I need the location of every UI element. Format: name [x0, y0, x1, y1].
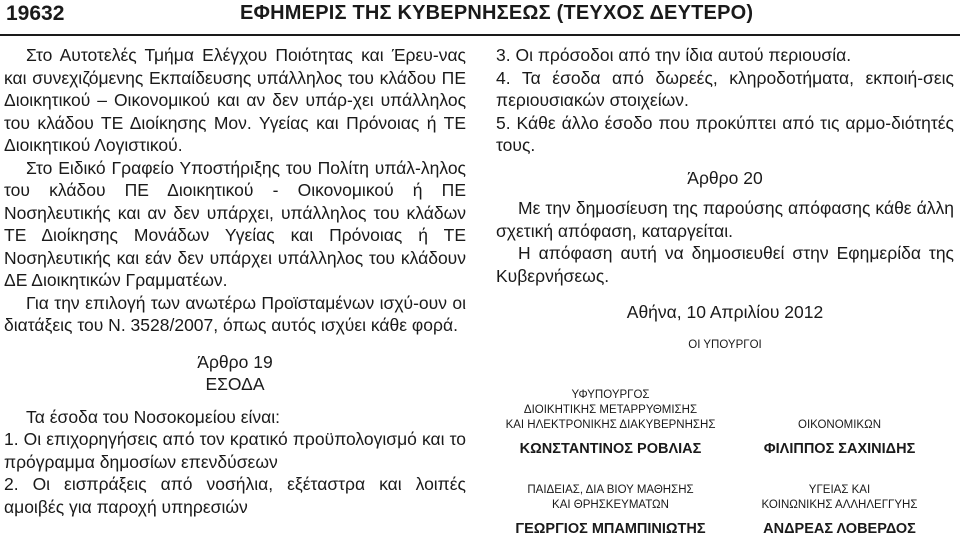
deputy-title-line2: ΔΙΟΙΚΗΤΙΚΗΣ ΜΕΤΑΡΡΥΘΜΙΣΗΣ	[523, 404, 698, 416]
signature-deputy-minister	[496, 388, 725, 459]
left-column	[4, 44, 466, 518]
signature-row-2	[496, 483, 954, 539]
signature-row-1	[496, 388, 954, 459]
revenue-item-4: 4. Τα έσοδα από δωρεές, κληροδοτήματα, εκποιή-σεις περιουσιακών στοιχείων.	[496, 67, 954, 110]
ministers-heading: ΟΙ ΥΠΟΥΡΓΟΙ	[688, 338, 762, 351]
revenue-item-5: 5. Κάθε άλλο έσοδο που προκύπτει από τις αρμο-διότητές τους.	[496, 112, 954, 155]
right-column	[496, 44, 954, 353]
health-title-line2: ΚΟΙΝΩΝΙΚΗΣ ΑΛΛΗΛΕΓΓΥΗΣ	[761, 499, 918, 511]
page-header	[0, 0, 960, 34]
education-title-line1: ΠΑΙΔΕΙΑΣ, ΔΙΑ ΒΙΟΥ ΜΑΘΗΣΗΣ	[527, 484, 694, 496]
signature-finance-minister	[725, 388, 954, 459]
finance-title: ΟΙΚΟΝΟΜΙΚΩΝ	[798, 419, 881, 431]
signature-education-minister	[496, 483, 725, 539]
signature-health-minister	[725, 483, 954, 539]
revenue-intro: Τα έσοδα του Νοσοκομείου είναι:	[26, 406, 281, 427]
revenue-item-2: 2. Οι εισπράξεις από νοσήλια, εξέταστρα και λοιπές αμοιβές για παροχή υπηρεσιών	[4, 474, 466, 517]
health-title-line1: ΥΓΕΙΑΣ ΚΑΙ	[808, 484, 871, 496]
finance-minister-name: ΦΙΛΙΠΠΟΣ ΣΑΧΙΝΙΔΗΣ	[763, 441, 916, 457]
education-minister-name: ΓΕΩΡΓΙΟΣ ΜΠΑΜΠΙΝΙΩΤΗΣ	[515, 521, 706, 537]
deputy-minister-name: ΚΩΝΣΤΑΝΤΙΝΟΣ ΡΟΒΛΙΑΣ	[519, 441, 702, 457]
gazette-title: ΕΦΗΜΕΡΙΣ ΤΗΣ ΚΥΒΕΡΝΗΣΕΩΣ (ΤΕΥΧΟΣ ΔΕΥΤΕΡΟ)	[240, 2, 754, 24]
paragraph-publication: Η απόφαση αυτή να δημοσιευθεί στην Εφημερίδα της Κυβερνήσεως.	[496, 243, 954, 286]
paragraph-repeal: Με την δημοσίευση της παρούσης απόφασης κάθε άλλη σχετική απόφαση, καταργείται.	[496, 198, 954, 241]
signing-date: Αθήνα, 10 Απριλίου 2012	[626, 302, 824, 322]
paragraph-citizen-support: Στο Ειδικό Γραφείο Υποστήριξης του Πολίτη υπάλ-ληλος του κλάδου ΠΕ Διοικητικού - Οικονομικού ή ΠΕ Νοσηλευτικής και αν δεν υπάρχει, υπάλληλος του κλάδων ΤΕ Διοίκησης Μονάδων Υγείας και Πρόνοιας ή ΤΕ Νοσηλευτικής και εάν δεν υπάρχει υπάλληλος του κλάδουν ΔΕ Διοικητικών Γραμματέων.	[4, 157, 466, 290]
deputy-title-line1: ΥΦΥΠΟΥΡΓΟΣ	[571, 389, 650, 401]
header-rule	[0, 34, 960, 36]
revenue-item-3: 3. Οι πρόσοδοι από την ίδια αυτού περιουσία.	[496, 45, 852, 65]
article-20-heading: Άρθρο 20	[687, 167, 763, 188]
article-19-title: ΕΣΟΔΑ	[205, 374, 265, 394]
health-minister-name: ΑΝΔΡΕΑΣ ΛΟΒΕΡΔΟΣ	[763, 521, 916, 537]
article-19-heading: Άρθρο 19	[197, 351, 273, 372]
revenue-item-1: 1. Οι επιχορηγήσεις από τον κρατικό προϋπολογισμό και το πρόγραμμα δημοσίων επενδύσεων	[4, 429, 466, 472]
page-number: 19632	[6, 2, 65, 25]
paragraph-quality-control: Στο Αυτοτελές Τμήμα Ελέγχου Ποιότητας και Έρευ-νας και συνεχιζόμενης Εκπαίδευσης υπάλληλος του κλάδου ΠΕ Διοικητικού – Οικονομικού και αν δεν υπάρ-χει υπάλληλος του κλάδου ΤΕ Διοίκησης Μον. Υγείας και Πρόνοιας ή ΤΕ Διοικητικού Λογιστικού.	[4, 45, 466, 155]
deputy-title-line3: ΚΑΙ ΗΛΕΚΤΡΟΝΙΚΗΣ ΔΙΑΚΥΒΕΡΝΗΣΗΣ	[505, 419, 716, 431]
education-title-line2: ΚΑΙ ΘΡΗΣΚΕΥΜΑΤΩΝ	[552, 499, 669, 511]
paragraph-selection-provisions: Για την επιλογή των ανωτέρω Προϊσταμένων ισχύ-ουν οι διατάξεις του Ν. 3528/2007, όπως αυτός ισχύει κάθε φορά.	[4, 292, 466, 335]
